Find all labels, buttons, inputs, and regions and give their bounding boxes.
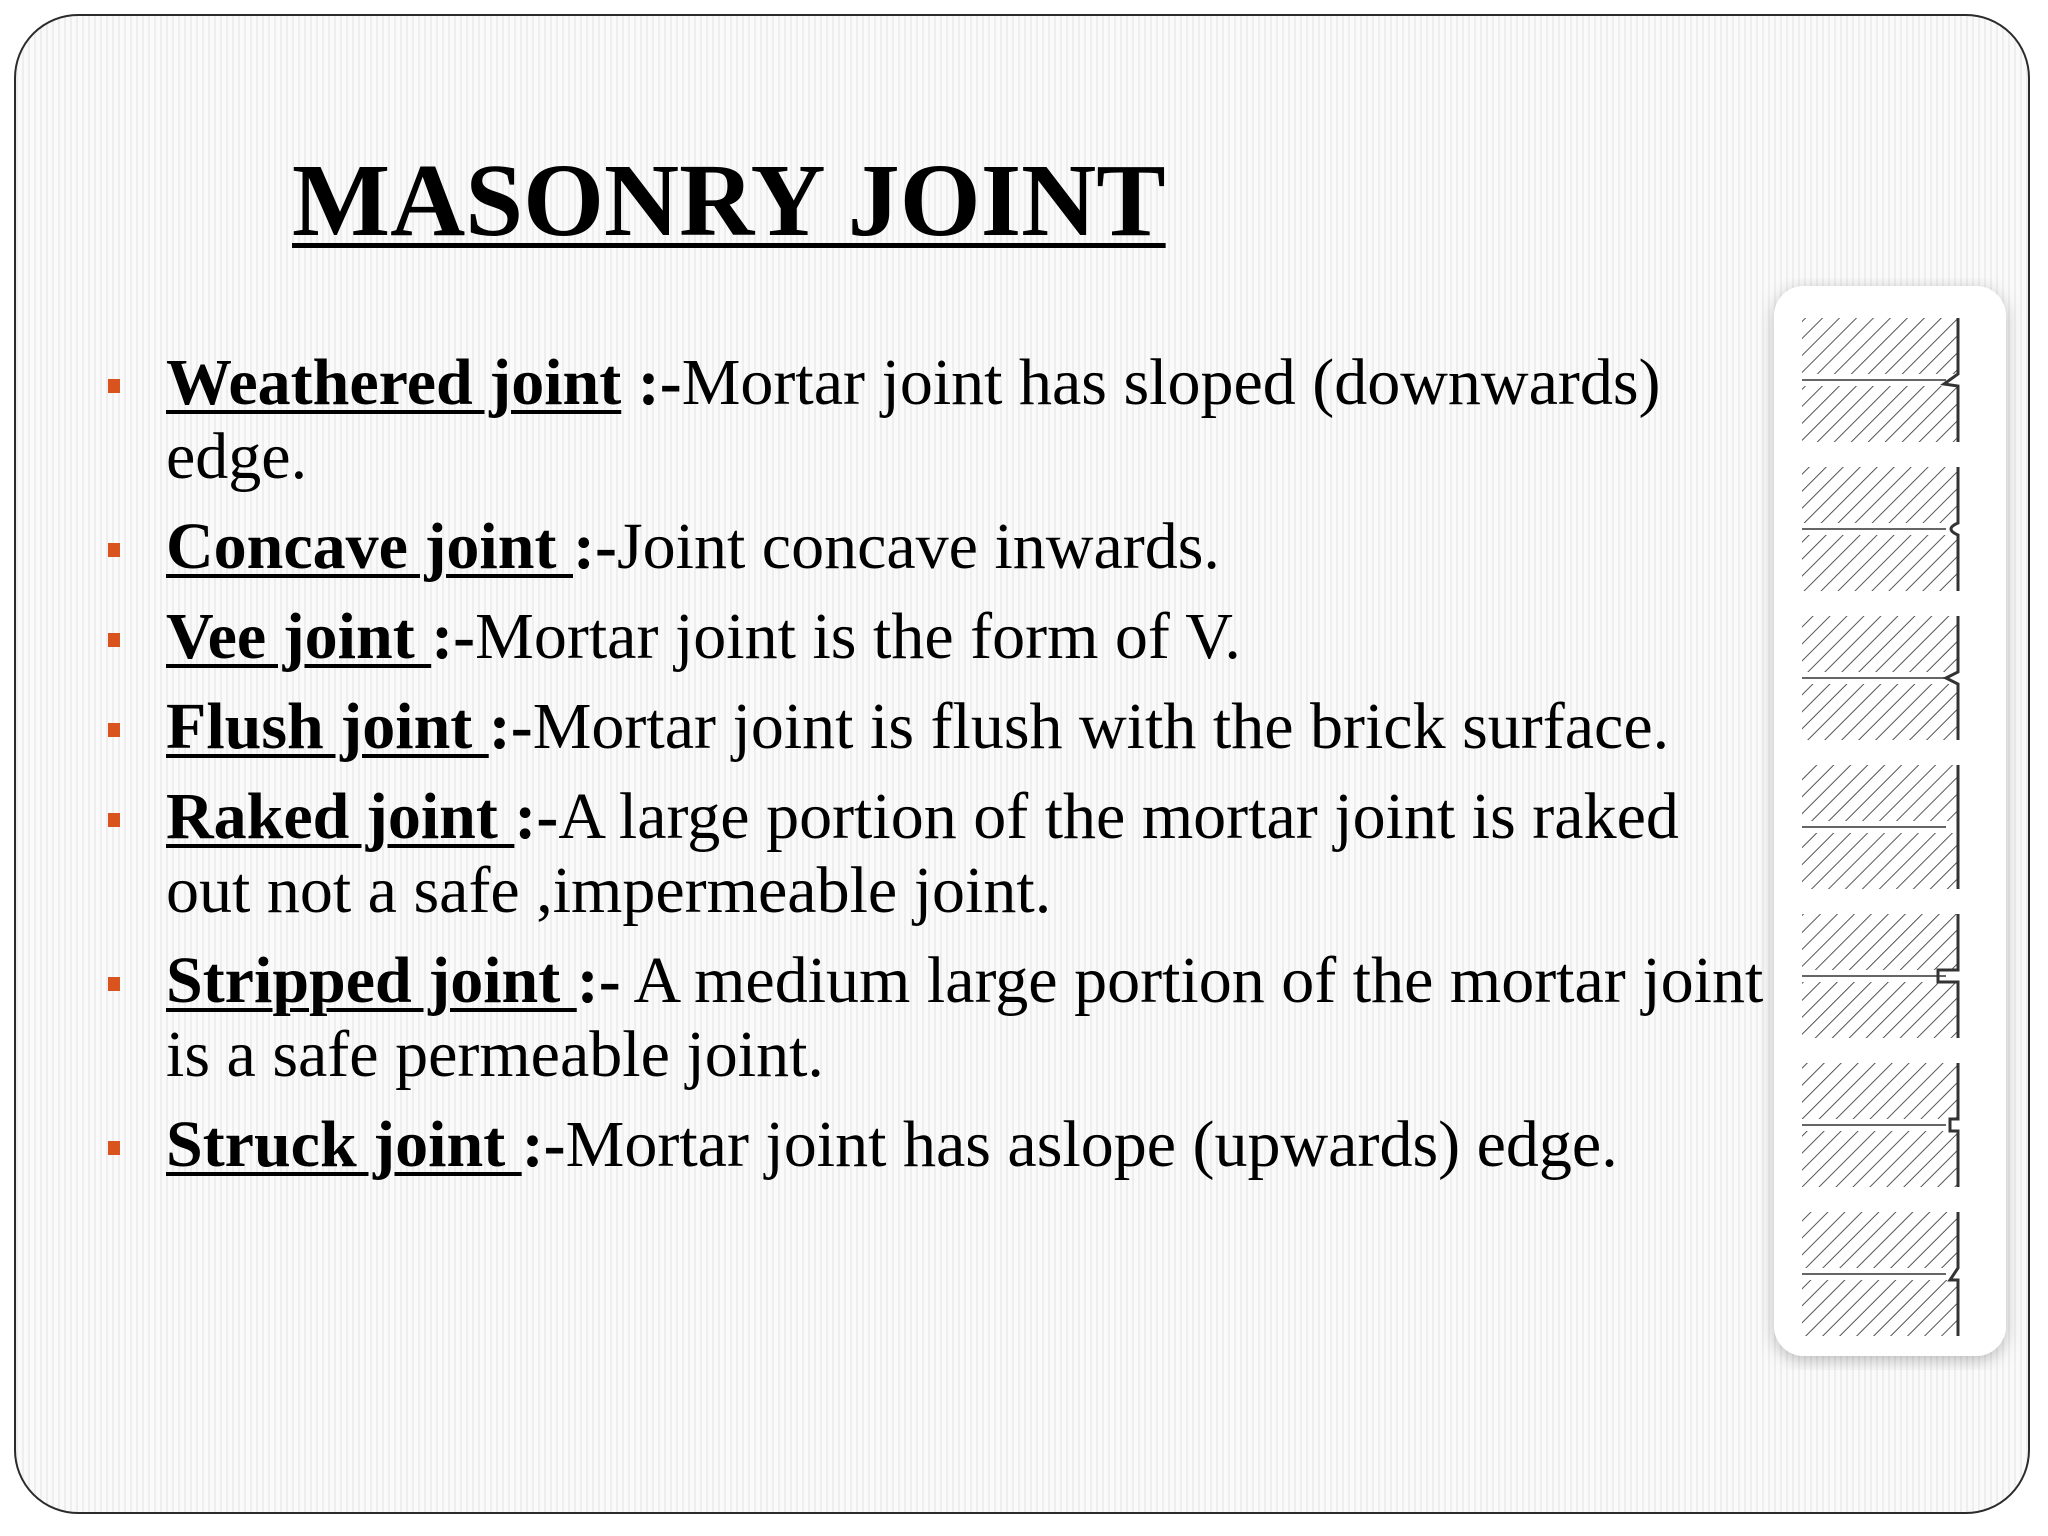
joint-illustration-panel: [1760, 278, 2020, 1370]
brick-hatch: [1802, 535, 1958, 591]
list-item-vee: [108, 600, 1768, 674]
bullet-square-icon: [108, 1141, 120, 1155]
term-separator: :-: [572, 510, 617, 583]
bullet-square-icon: [108, 813, 120, 827]
list-item-flush: [108, 690, 1768, 764]
brick-hatch: [1802, 386, 1958, 442]
brick-hatch: [1802, 914, 1958, 970]
joint-stripped: [1802, 1063, 1958, 1187]
brick-hatch: [1802, 616, 1958, 672]
term-description: Mortar joint has aslope (upwards) edge.: [565, 1108, 1618, 1181]
brick-hatch: [1802, 684, 1958, 740]
term-separator: :-: [488, 690, 533, 763]
term-description: Mortar joint is flush with the brick surface.: [532, 690, 1670, 763]
term-label: Struck joint: [166, 1108, 522, 1181]
bullet-square-icon: [108, 977, 120, 991]
term-description: Joint concave inwards.: [616, 510, 1220, 583]
brick-hatch: [1802, 1212, 1958, 1268]
term-label: Weathered joint: [166, 346, 622, 419]
joint-concave: [1802, 467, 1958, 591]
brick-hatch: [1802, 1063, 1958, 1119]
term-description: Mortar joint is the form of V.: [475, 600, 1241, 673]
brick-hatch: [1802, 833, 1958, 889]
term-separator: :-: [521, 1108, 566, 1181]
bullet-square-icon: [108, 379, 120, 393]
bullet-square-icon: [108, 723, 120, 737]
brick-hatch: [1802, 467, 1958, 523]
list-item-concave: [108, 510, 1768, 584]
term-label: Flush joint: [166, 690, 489, 763]
term-separator: :-: [431, 600, 476, 673]
joint-struck: [1802, 1212, 1958, 1336]
bullet-square-icon: [108, 633, 120, 647]
term-label: Vee joint: [166, 600, 432, 673]
term-separator: :-: [514, 780, 559, 853]
term-label: Concave joint: [166, 510, 573, 583]
joint-list: [108, 346, 1768, 1198]
bullet-square-icon: [108, 543, 120, 557]
list-item-struck: [108, 1108, 1768, 1182]
joint-flush: [1802, 765, 1958, 889]
brick-hatch: [1802, 1131, 1958, 1187]
brick-hatch: [1802, 765, 1958, 821]
list-item-raked: [108, 780, 1768, 928]
brick-hatch: [1802, 1280, 1958, 1336]
list-item-stripped: [108, 944, 1768, 1092]
term-description: A large portion of the mortar joint is raked out not a safe ,impermeable joint.: [166, 780, 1679, 927]
joint-weathered: [1802, 318, 1958, 442]
term-separator: :-: [621, 346, 682, 419]
term-separator: :-: [576, 944, 621, 1017]
slide-frame: [14, 14, 2030, 1514]
brick-hatch: [1802, 318, 1958, 374]
joint-illustration: [1760, 278, 2020, 1370]
joint-vee: [1802, 616, 1958, 740]
term-description: A medium large portion of the mortar joint is a safe permeable joint.: [166, 944, 1764, 1091]
brick-hatch: [1802, 982, 1958, 1038]
term-label: Stripped joint: [166, 944, 577, 1017]
term-description: Mortar joint has sloped (downwards) edge.: [166, 346, 1661, 493]
joint-raked: [1802, 914, 1958, 1038]
list-item-weathered: [108, 346, 1768, 494]
slide-title: MASONRY JOINT: [292, 143, 1166, 258]
term-label: Raked joint: [166, 780, 515, 853]
